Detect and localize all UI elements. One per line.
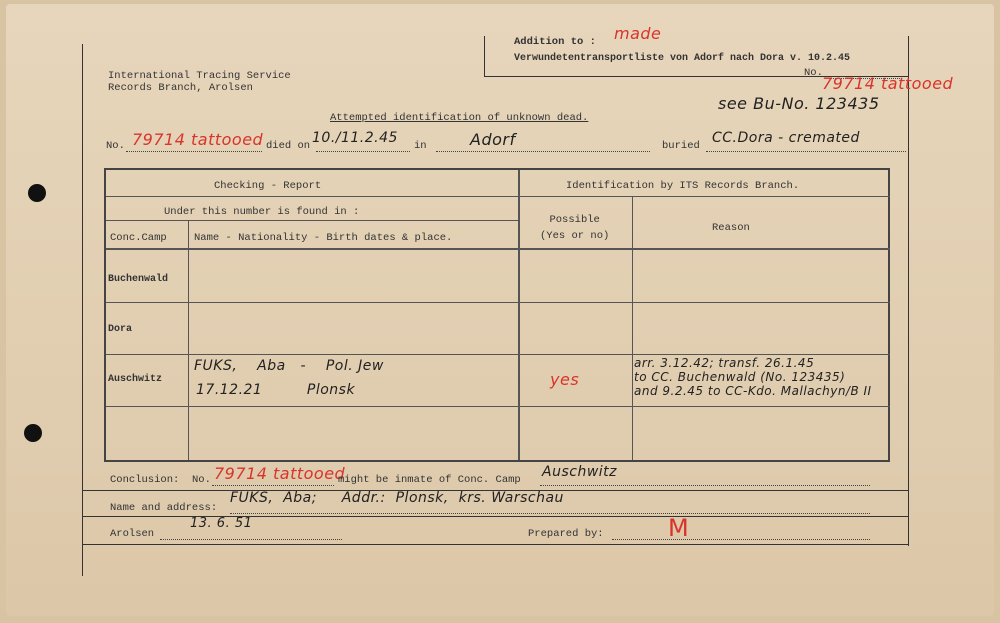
col-camp-header: Conc.Camp <box>110 232 167 244</box>
buried-label: buried <box>662 140 700 152</box>
row-camp-auschwitz: Auschwitz <box>108 374 163 385</box>
buried-value: CC.Dora - cremated <box>712 130 860 146</box>
right-margin-line <box>908 36 909 546</box>
died-dots <box>316 150 410 152</box>
col-reason-header: Reason <box>712 222 750 234</box>
addition-label: Addition to : <box>514 36 596 48</box>
in-label: in <box>414 140 427 152</box>
punch-hole-top <box>28 184 46 202</box>
footer-date: 13. 6. 51 <box>190 516 253 531</box>
left-margin-line <box>82 44 83 576</box>
addition-no-label: No. <box>804 67 823 79</box>
row-camp-dora: Dora <box>108 324 133 335</box>
name-address-dots <box>230 512 870 514</box>
prepared-by-initial: M <box>668 514 690 542</box>
conclusion-no-dots <box>212 484 334 486</box>
footer-date-dots <box>160 538 342 540</box>
auschwitz-reason-line-1: arr. 3.12.42; transf. 26.1.45 <box>634 356 815 370</box>
org-line-2: Records Branch, Arolsen <box>108 82 253 94</box>
record-no-dots <box>126 150 262 152</box>
addition-note: made <box>614 24 662 43</box>
auschwitz-possible: yes <box>550 370 580 389</box>
in-dots <box>436 150 650 152</box>
conclusion-no-value: 79714 tattooed <box>214 464 346 483</box>
buried-dots <box>706 150 906 152</box>
col-possible-header: Possible (Yes or no) <box>540 214 610 242</box>
form-title: Attempted identification of unknown dead. <box>330 112 589 124</box>
right-header: Identification by ITS Records Branch. <box>566 180 800 192</box>
see-reference: see Bu-No. 123435 <box>718 94 880 113</box>
left-header: Checking - Report <box>214 180 322 192</box>
name-address-label: Name and address: <box>110 502 218 514</box>
conclusion-camp-dots <box>540 484 870 486</box>
prepared-by-dots <box>612 538 870 540</box>
name-address-value: FUKS, Aba; Addr.: Plonsk, krs. Warschau <box>230 490 564 506</box>
record-no-label: No. <box>106 140 125 152</box>
conclusion-label: Conclusion: <box>110 474 180 486</box>
conclusion-no-label: No. <box>192 474 211 486</box>
col-name-header: Name - Nationality - Birth dates & place. <box>194 232 453 244</box>
found-in-label: Under this number is found in : <box>164 206 360 218</box>
auschwitz-name-line-1: FUKS, Aba - Pol. Jew <box>194 358 384 374</box>
punch-hole-bottom <box>24 424 42 442</box>
footer-rule <box>82 544 908 545</box>
auschwitz-reason-line-2: to CC. Buchenwald (No. 123435) <box>634 370 846 384</box>
conclusion-camp: Auschwitz <box>542 464 617 480</box>
prepared-by-label: Prepared by: <box>528 528 604 540</box>
died-label: died on <box>266 140 311 152</box>
died-value: 10./11.2.45 <box>312 130 398 146</box>
in-value: Adorf <box>470 130 516 149</box>
auschwitz-reason-line-3: and 9.2.45 to CC-Kdo. Mallachyn/B II <box>634 384 872 398</box>
conclusion-text: might be inmate of Conc. Camp <box>338 474 521 486</box>
record-no-value: 79714 tattooed <box>132 130 264 149</box>
top-red-number: 79714 tattooed <box>822 74 954 93</box>
footer-place: Arolsen <box>110 528 155 540</box>
auschwitz-name-line-2: 17.12.21 Plonsk <box>196 382 356 398</box>
row-camp-buchenwald: Buchenwald <box>108 274 169 285</box>
addition-box-left <box>484 36 485 76</box>
list-title: Verwundetentransportliste von Adorf nach Dora v. 10.2.45 <box>514 53 851 64</box>
org-line-1: International Tracing Service <box>108 70 291 82</box>
